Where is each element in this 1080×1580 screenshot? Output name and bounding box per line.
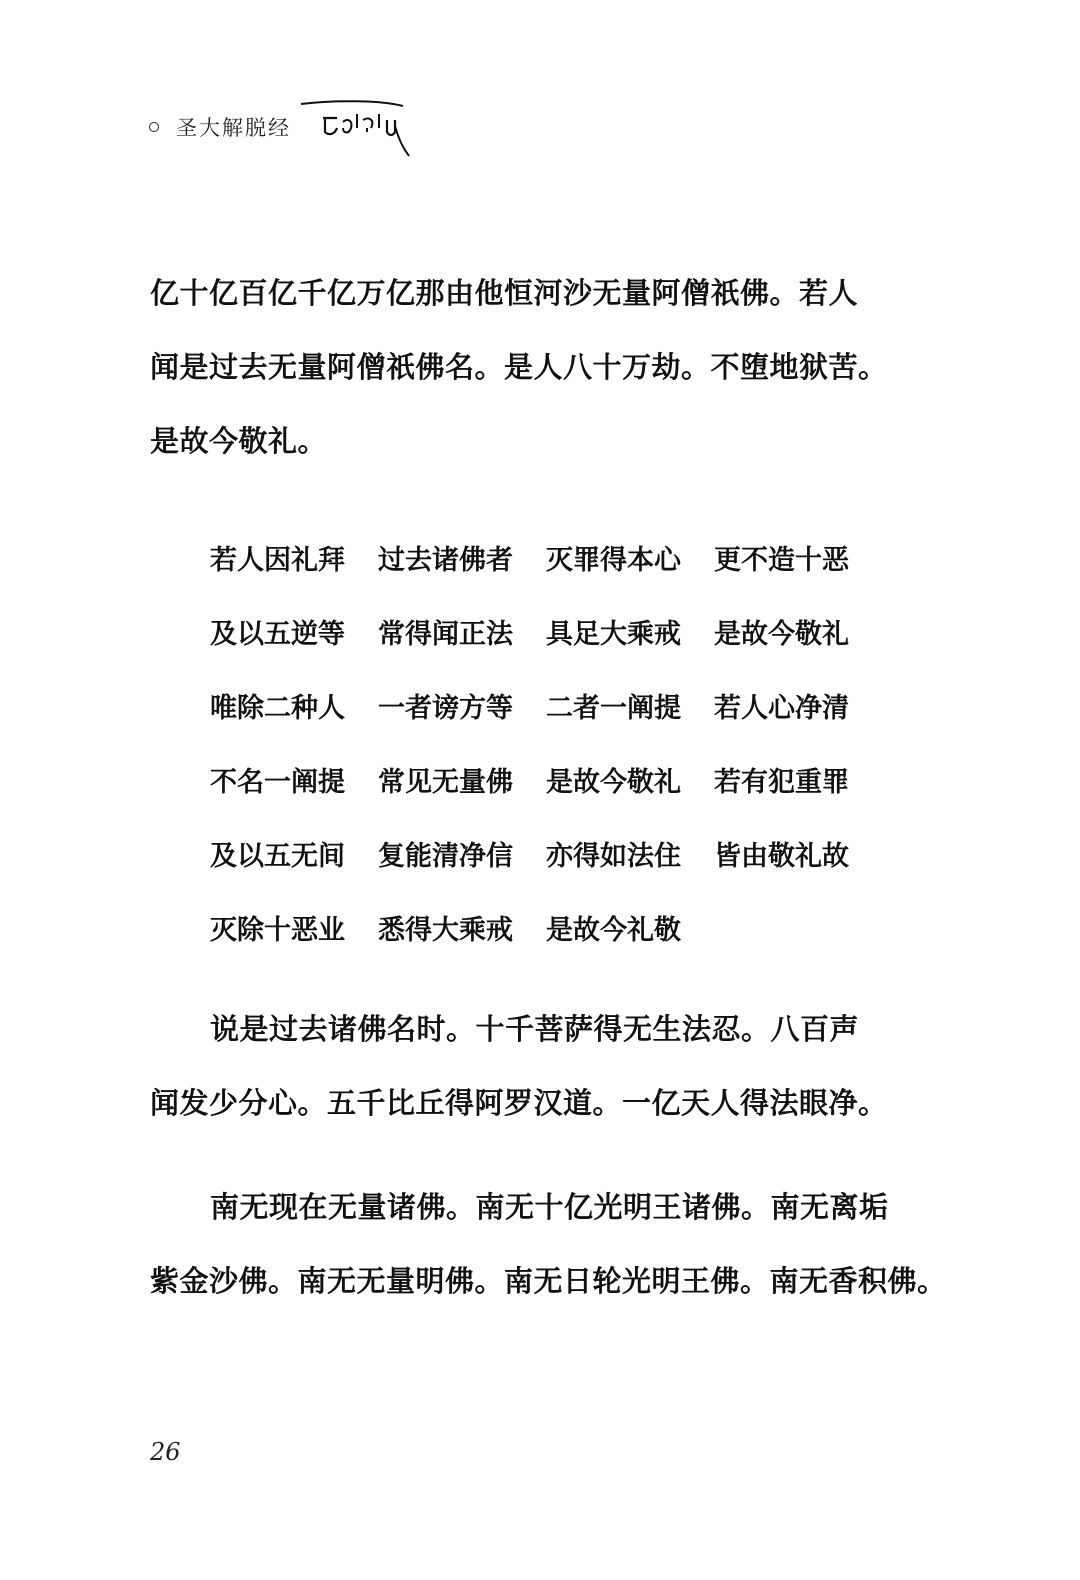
tibetan-title-script [291,96,421,166]
page-number: 26 [150,1438,181,1466]
paragraph-line: 紫金沙佛。南无无量明佛。南无日轮光明王佛。南无香积佛。 [150,1264,947,1298]
verse-phrase: 是故今礼敬 [546,914,681,946]
verse-phrase: 一者谤方等 [378,692,513,724]
verse-phrase: 二者一阐提 [546,692,681,724]
verse-phrase: 亦得如法住 [546,840,681,872]
circle-bullet-icon [149,122,159,132]
verse-phrase: 不名一阐提 [210,766,345,798]
verse-phrase: 具足大乘戒 [546,618,681,650]
verse-row [210,520,890,594]
verse-phrase: 更不造十恶 [714,544,849,576]
paragraph-line: 说是过去诸佛名时。十千菩萨得无生法忍。八百声 [210,1012,860,1046]
verse-phrase: 悉得大乘戒 [378,914,513,946]
verse-row [210,668,890,742]
paragraph-1 [150,256,888,478]
verse-phrase: 常得闻正法 [378,618,513,650]
verse-phrase: 若有犯重罪 [714,766,849,798]
verse-phrase: 常见无量佛 [378,766,513,798]
paragraph-line: 是故今敬礼。 [150,424,328,458]
verse-phrase: 灭除十恶业 [210,914,345,946]
paragraph-line: 南无现在无量诸佛。南无十亿光明王诸佛。南无离垢 [210,1190,889,1224]
verse-phrase: 是故今敬礼 [546,766,681,798]
verse-row [210,890,890,964]
verse-block [210,520,890,964]
paragraph-line: 亿十亿百亿千亿万亿那由他恒河沙无量阿僧祇佛。若人 [150,276,859,310]
verse-phrase: 灭罪得本心 [546,544,681,576]
verse-phrase: 过去诸佛者 [378,544,513,576]
verse-row [210,742,890,816]
paragraph-2 [150,992,888,1140]
paragraph-line: 闻发少分心。五千比丘得阿罗汉道。一亿天人得法眼净。 [150,1086,888,1120]
verse-phrase: 皆由敬礼故 [714,840,849,872]
verse-phrase: 复能清净信 [378,840,513,872]
verse-row [210,594,890,668]
verse-row [210,816,890,890]
verse-phrase: 是故今敬礼 [714,618,849,650]
verse-phrase: 若人心净清 [714,692,849,724]
paragraph-line: 闻是过去无量阿僧祇佛名。是人八十万劫。不堕地狱苦。 [150,350,888,384]
verse-phrase: 及以五逆等 [210,618,345,650]
verse-phrase: 及以五无间 [210,840,345,872]
verse-phrase: 若人因礼拜 [210,544,345,576]
book-title: 圣大解脱经 [176,116,291,140]
running-header [146,96,446,176]
verse-phrase: 唯除二种人 [210,692,345,724]
paragraph-3 [150,1170,947,1318]
